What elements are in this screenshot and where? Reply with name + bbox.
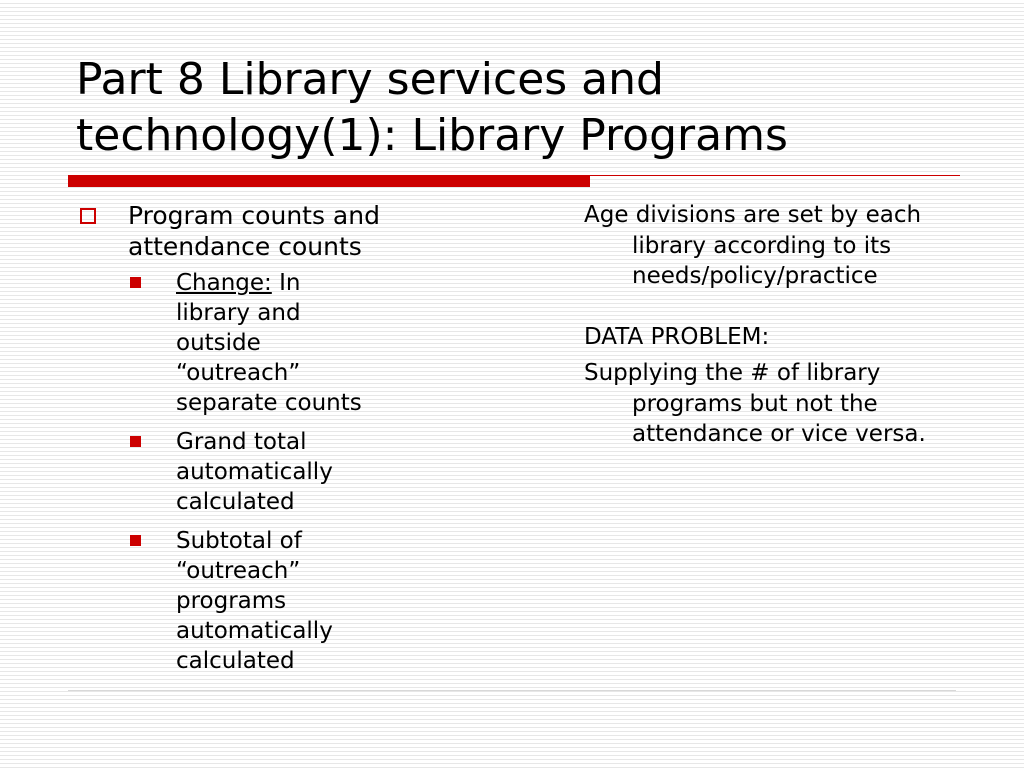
filled-square-bullet-icon xyxy=(130,277,141,288)
filled-square-bullet-icon xyxy=(130,535,141,546)
sub-bullet-subtotal xyxy=(76,526,376,676)
hollow-square-bullet-icon xyxy=(80,208,96,224)
grand-total-text: Grand total automatically calculated xyxy=(176,429,333,515)
title-underline-thick xyxy=(68,175,590,187)
sub-bullet-change xyxy=(76,268,376,418)
footer-rule xyxy=(68,690,956,691)
filled-square-bullet-icon xyxy=(130,436,141,447)
age-divisions-paragraph: Age divisions are set by each library according to its needs/policy/practice xyxy=(584,202,922,289)
sub-bullet-list xyxy=(76,268,496,676)
sub-bullet-grand-total xyxy=(76,427,376,517)
slide-title: Part 8 Library services and technology(1): Library Programs xyxy=(76,54,788,161)
data-problem-paragraph: Supplying the # of library programs but not the attendance or vice versa. xyxy=(584,360,926,447)
change-label: Change: xyxy=(176,270,272,296)
left-column xyxy=(76,200,496,685)
right-column xyxy=(584,200,964,450)
change-text: In library and outside “outreach” separate counts xyxy=(176,270,362,416)
subtotal-text: Subtotal of “outreach” programs automatically calculated xyxy=(176,528,333,674)
bullet-program-counts xyxy=(76,200,496,262)
title-underline-thin xyxy=(590,175,960,176)
bullet-heading-text: Program counts and attendance counts xyxy=(128,201,380,261)
data-problem-heading: DATA PROBLEM: xyxy=(584,323,770,350)
